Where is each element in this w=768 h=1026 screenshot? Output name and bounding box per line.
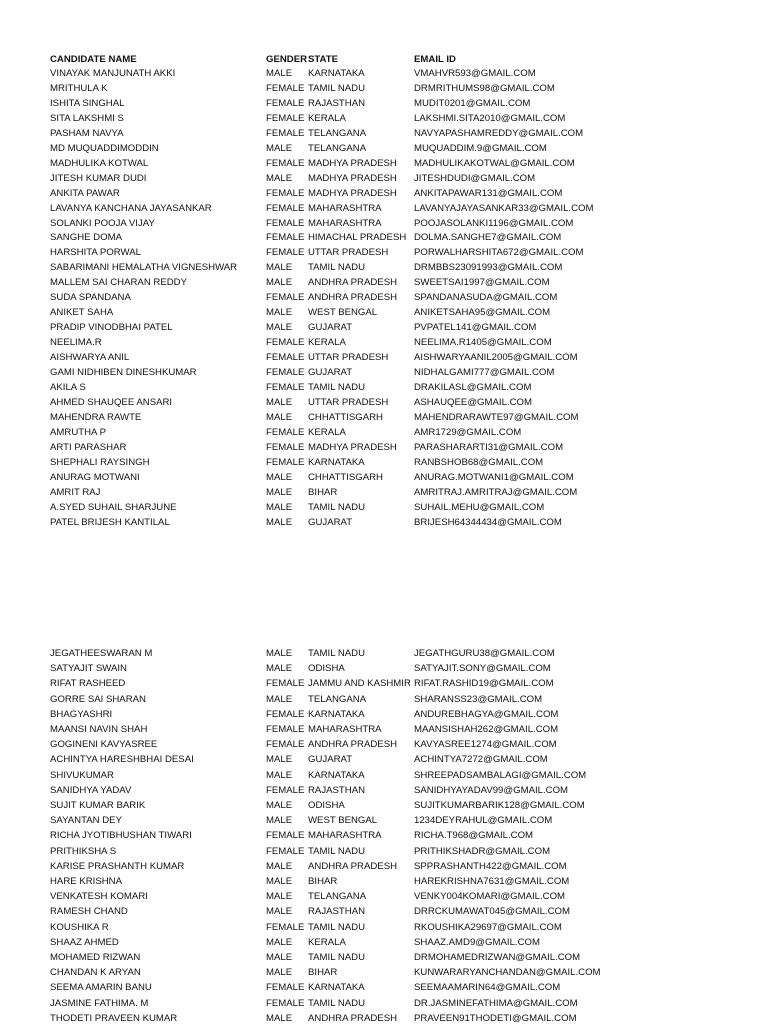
- candidate-name-cell: MADHULIKA KOTWAL: [50, 157, 149, 169]
- email-cell: MAHENDRARAWTE97@GMAIL.COM: [414, 411, 579, 423]
- email-cell: PARASHARARTI31@GMAIL.COM: [414, 441, 564, 453]
- state-cell: BIHAR: [308, 876, 338, 887]
- state-cell: RAJASTHAN: [308, 97, 366, 109]
- table-row: [0, 290, 768, 305]
- candidate-name-cell: GOGINENI KAVYASREE: [50, 739, 158, 751]
- email-cell: RANBSHOB68@GMAIL.COM: [414, 456, 544, 468]
- email-cell: MAANSISHAH262@GMAIL.COM: [414, 724, 559, 735]
- gender-cell: FEMALE: [266, 367, 305, 378]
- gender-cell: FEMALE: [266, 982, 305, 994]
- email-cell: SATYAJIT.SONY@GMAIL.COM: [414, 663, 551, 675]
- state-cell: KERALA: [308, 426, 346, 438]
- candidate-name-cell: MRITHULA K: [50, 82, 108, 94]
- candidate-name-cell: SAYANTAN DEY: [50, 815, 122, 827]
- email-cell: LAVANYAJAYASANKAR33@GMAIL.COM: [414, 202, 594, 214]
- gender-cell: MALE: [266, 906, 293, 918]
- table-row: [0, 455, 768, 470]
- table-row: [0, 425, 768, 440]
- email-cell: SUJITKUMARBARIK128@GMAIL.COM: [414, 800, 585, 811]
- gender-cell: FEMALE: [266, 997, 305, 1009]
- gender-cell: FEMALE: [266, 97, 305, 109]
- state-cell: RAJASTHAN: [308, 906, 366, 918]
- state-cell: TELANGANA: [308, 693, 367, 705]
- gender-cell: FEMALE: [266, 202, 305, 214]
- state-cell: MAHARASHTRA: [308, 724, 382, 735]
- email-cell: MUQUADDIM.9@GMAIL.COM: [414, 142, 547, 154]
- email-cell: AMRITRAJ.AMRITRAJ@GMAIL.COM: [414, 486, 578, 498]
- state-cell: TAMIL NADU: [308, 952, 366, 963]
- email-cell: RKOUSHIKA29697@GMAIL.COM: [414, 921, 562, 933]
- email-cell: KUNWARARYANCHANDAN@GMAIL.COM: [414, 967, 601, 979]
- table-row: [0, 828, 768, 843]
- candidate-name-cell: KARISE PRASHANTH KUMAR: [50, 860, 185, 872]
- email-cell: 1234DEYRAHUL@GMAIL.COM: [414, 815, 553, 827]
- email-cell: NIDHALGAMI777@GMAIL.COM: [414, 367, 555, 378]
- table-row: [0, 859, 768, 874]
- candidate-name-cell: SEEMA AMARIN BANU: [50, 982, 152, 994]
- candidate-name-cell: RAMESH CHAND: [50, 906, 128, 918]
- state-cell: ODISHA: [308, 663, 345, 675]
- gender-cell: MALE: [266, 936, 293, 948]
- state-cell: MADHYA PRADESH: [308, 441, 397, 453]
- email-cell: DR.JASMINEFATHIMA@GMAIL.COM: [414, 997, 578, 1009]
- gender-cell: MALE: [266, 769, 293, 781]
- candidate-name-cell: AMRUTHA P: [50, 426, 106, 438]
- email-cell: ACHINTYA7272@GMAIL.COM: [414, 754, 548, 766]
- state-cell: GUJARAT: [308, 754, 353, 766]
- state-cell: TAMIL NADU: [308, 648, 366, 659]
- email-cell: PRAVEEN91THODETI@GMAIL.COM: [414, 1012, 577, 1024]
- gender-cell: FEMALE: [266, 381, 305, 393]
- gender-cell: MALE: [266, 800, 293, 811]
- email-cell: PVPATEL141@GMAIL.COM: [414, 322, 537, 334]
- candidate-name-cell: VINAYAK MANJUNATH AKKI: [50, 68, 176, 79]
- candidate-name-cell: HARSHITA PORWAL: [50, 247, 141, 259]
- gender-cell: MALE: [266, 307, 293, 319]
- gender-cell: MALE: [266, 172, 293, 184]
- state-cell: MAHARASHTRA: [308, 202, 382, 214]
- table-row: [0, 783, 768, 798]
- table-row: [0, 737, 768, 752]
- table-row: [0, 996, 768, 1011]
- email-cell: DRMRITHUMS98@GMAIL.COM: [414, 82, 555, 94]
- candidate-name-cell: PATEL BRIJESH KANTILAL: [50, 516, 170, 528]
- gender-cell: FEMALE: [266, 112, 305, 124]
- table-row: [0, 111, 768, 126]
- table-row: [0, 96, 768, 111]
- candidate-name-cell: SITA LAKSHMI S: [50, 112, 124, 124]
- email-cell: DRMOHAMEDRIZWAN@GMAIL.COM: [414, 952, 581, 963]
- table-row: [0, 81, 768, 96]
- email-cell: AMR1729@GMAIL.COM: [414, 426, 522, 438]
- header-state: STATE: [308, 54, 339, 65]
- table-row: [0, 904, 768, 919]
- candidate-name-cell: A.SYED SUHAIL SHARJUNE: [50, 501, 177, 513]
- gender-cell: FEMALE: [266, 739, 305, 751]
- state-cell: TAMIL NADU: [308, 82, 366, 94]
- email-cell: VMAHVR593@GMAIL.COM: [414, 68, 536, 79]
- candidate-name-cell: RICHA JYOTIBHUSHAN TIWARI: [50, 830, 192, 842]
- state-cell: ANDHRA PRADESH: [308, 1012, 398, 1024]
- table-row: [0, 722, 768, 737]
- table-row: [0, 230, 768, 245]
- state-cell: ANDHRA PRADESH: [308, 277, 398, 289]
- state-cell: MAHARASHTRA: [308, 217, 382, 229]
- email-cell: DOLMA.SANGHE7@GMAIL.COM: [414, 232, 562, 244]
- candidate-name-cell: VENKATESH KOMARI: [50, 891, 148, 903]
- email-cell: HAREKRISHNA7631@GMAIL.COM: [414, 876, 570, 887]
- state-cell: GUJARAT: [308, 367, 353, 378]
- gender-cell: MALE: [266, 663, 293, 675]
- email-cell: DRRCKUMAWAT045@GMAIL.COM: [414, 906, 570, 918]
- table-row: [0, 156, 768, 171]
- candidate-name-cell: SANGHE DOMA: [50, 232, 122, 244]
- table-row: [0, 275, 768, 290]
- table-row: [0, 66, 768, 81]
- email-cell: SPANDANASUDA@GMAIL.COM: [414, 292, 558, 304]
- email-cell: KAVYASREE1274@GMAIL.COM: [414, 739, 557, 751]
- email-cell: ANIKETSAHA95@GMAIL.COM: [414, 307, 551, 319]
- gender-cell: MALE: [266, 68, 293, 79]
- gender-cell: MALE: [266, 501, 293, 513]
- candidate-name-cell: MOHAMED RIZWAN: [50, 952, 141, 963]
- candidate-name-cell: GORRE SAI SHARAN: [50, 693, 146, 705]
- state-cell: KARNATAKA: [308, 456, 365, 468]
- gender-cell: MALE: [266, 277, 293, 289]
- gender-cell: MALE: [266, 322, 293, 334]
- email-cell: SHAAZ.AMD9@GMAIL.COM: [414, 936, 540, 948]
- candidate-name-cell: BHAGYASHRI: [50, 708, 113, 720]
- state-cell: KERALA: [308, 337, 346, 349]
- state-cell: TAMIL NADU: [308, 501, 366, 513]
- candidate-name-cell: MD MUQUADDIMODDIN: [50, 142, 159, 154]
- candidate-name-cell: JEGATHEESWARAN M: [50, 648, 153, 659]
- email-cell: ANKITAPAWAR131@GMAIL.COM: [414, 187, 563, 199]
- candidate-name-cell: SUDA SPANDANA: [50, 292, 131, 304]
- state-cell: CHHATTISGARH: [308, 471, 383, 483]
- table-row: [0, 752, 768, 767]
- email-cell: POOJASOLANKI1196@GMAIL.COM: [414, 217, 574, 229]
- candidate-name-cell: SATYAJIT SWAIN: [50, 663, 127, 675]
- candidate-name-cell: AHMED SHAUQEE ANSARI: [50, 396, 173, 408]
- email-cell: SHREEPADSAMBALAGI@GMAIL.COM: [414, 769, 587, 781]
- state-cell: TAMIL NADU: [308, 921, 366, 933]
- table-row: [0, 245, 768, 260]
- gender-cell: MALE: [266, 876, 293, 887]
- gender-cell: MALE: [266, 860, 293, 872]
- candidate-name-cell: PASHAM NAVYA: [50, 127, 124, 139]
- candidate-name-cell: ANURAG MOTWANI: [50, 471, 140, 483]
- table-row: [0, 365, 768, 380]
- state-cell: UTTAR PRADESH: [308, 352, 389, 364]
- email-cell: SANIDHYAYADAV99@GMAIL.COM: [414, 784, 569, 796]
- state-cell: MADHYA PRADESH: [308, 157, 397, 169]
- candidate-name-cell: JITESH KUMAR DUDI: [50, 172, 147, 184]
- email-cell: SHARANSS23@GMAIL.COM: [414, 693, 543, 705]
- email-cell: LAKSHMI.SITA2010@GMAIL.COM: [414, 112, 566, 124]
- gender-cell: MALE: [266, 262, 293, 274]
- candidate-name-cell: HARE KRISHNA: [50, 876, 122, 887]
- candidate-name-cell: GAMI NIDHIBEN DINESHKUMAR: [50, 367, 197, 378]
- gender-cell: FEMALE: [266, 724, 305, 735]
- candidate-name-cell: SUJIT KUMAR BARIK: [50, 800, 146, 811]
- table-row: [0, 410, 768, 425]
- state-cell: MADHYA PRADESH: [308, 187, 397, 199]
- candidate-name-cell: SHEPHALI RAYSINGH: [50, 456, 150, 468]
- state-cell: MAHARASHTRA: [308, 830, 382, 842]
- table-row: [0, 440, 768, 455]
- email-cell: MUDIT0201@GMAIL.COM: [414, 97, 531, 109]
- state-cell: ANDHRA PRADESH: [308, 292, 398, 304]
- state-cell: TAMIL NADU: [308, 262, 366, 274]
- table-row: [0, 692, 768, 707]
- state-cell: HIMACHAL PRADESH: [308, 232, 407, 244]
- state-cell: TELANGANA: [308, 891, 367, 903]
- table-row: [0, 320, 768, 335]
- state-cell: JAMMU AND KASHMIR: [308, 678, 411, 690]
- gender-cell: FEMALE: [266, 187, 305, 199]
- state-cell: UTTAR PRADESH: [308, 396, 389, 408]
- state-cell: TELANGANA: [308, 142, 367, 154]
- candidate-name-cell: SABARIMANI HEMALATHA VIGNESHWAR: [50, 262, 238, 274]
- state-cell: TAMIL NADU: [308, 997, 366, 1009]
- table-row: [0, 874, 768, 889]
- gender-cell: FEMALE: [266, 678, 305, 690]
- email-cell: JEGATHGURU38@GMAIL.COM: [414, 648, 555, 659]
- table-row: [0, 768, 768, 783]
- state-cell: GUJARAT: [308, 322, 353, 334]
- candidate-name-cell: SOLANKI POOJA VIJAY: [50, 217, 155, 229]
- candidate-name-cell: SANIDHYA YADAV: [50, 784, 132, 796]
- gender-cell: FEMALE: [266, 232, 305, 244]
- candidate-name-cell: SHIVUKUMAR: [50, 769, 114, 781]
- table-row: [0, 395, 768, 410]
- email-cell: DRAKILASL@GMAIL.COM: [414, 381, 532, 393]
- gender-cell: MALE: [266, 952, 293, 963]
- state-cell: ANDHRA PRADESH: [308, 739, 398, 751]
- candidate-name-cell: AMRIT RAJ: [50, 486, 101, 498]
- table-row: [0, 950, 768, 965]
- state-cell: BIHAR: [308, 486, 338, 498]
- email-cell: NAVYAPASHAMREDDY@GMAIL.COM: [414, 127, 584, 139]
- table-row: [0, 500, 768, 515]
- gender-cell: FEMALE: [266, 456, 305, 468]
- table-row: [0, 216, 768, 231]
- state-cell: GUJARAT: [308, 516, 353, 528]
- email-cell: DRMBBS23091993@GMAIL.COM: [414, 262, 563, 274]
- table-row: [0, 380, 768, 395]
- table-row: [0, 515, 768, 530]
- table-row: [0, 798, 768, 813]
- state-cell: TELANGANA: [308, 127, 367, 139]
- email-cell: VENKY004KOMARI@GMAIL.COM: [414, 891, 566, 903]
- email-cell: BRIJESH64344434@GMAIL.COM: [414, 516, 562, 528]
- candidate-name-cell: ISHITA SINGHAL: [50, 97, 125, 109]
- candidate-name-cell: AKILA S: [50, 381, 86, 393]
- header-candidate-name: CANDIDATE NAME: [50, 54, 137, 65]
- table-row: [0, 305, 768, 320]
- gender-cell: FEMALE: [266, 292, 305, 304]
- state-cell: UTTAR PRADESH: [308, 247, 389, 259]
- state-cell: KERALA: [308, 112, 346, 124]
- candidate-name-cell: SHAAZ AHMED: [50, 936, 119, 948]
- gender-cell: FEMALE: [266, 247, 305, 259]
- state-cell: MADHYA PRADESH: [308, 172, 397, 184]
- gender-cell: MALE: [266, 471, 293, 483]
- table-row: [0, 965, 768, 980]
- candidate-name-cell: AISHWARYA ANIL: [50, 352, 130, 364]
- gender-cell: FEMALE: [266, 784, 305, 796]
- state-cell: RAJASTHAN: [308, 784, 366, 796]
- gender-cell: FEMALE: [266, 845, 305, 857]
- email-cell: AISHWARYAANIL2005@GMAIL.COM: [414, 352, 578, 364]
- email-cell: SUHAIL.MEHU@GMAIL.COM: [414, 501, 545, 513]
- candidate-name-cell: CHANDAN K ARYAN: [50, 967, 141, 979]
- table-row: [0, 126, 768, 141]
- gender-cell: MALE: [266, 516, 293, 528]
- candidate-name-cell: KOUSHIKA R: [50, 921, 109, 933]
- gender-cell: FEMALE: [266, 352, 305, 364]
- table-row: [0, 485, 768, 500]
- table-row: [0, 980, 768, 995]
- state-cell: TAMIL NADU: [308, 381, 366, 393]
- state-cell: KARNATAKA: [308, 769, 365, 781]
- table-row: [0, 201, 768, 216]
- table-row: [0, 171, 768, 186]
- gender-cell: FEMALE: [266, 337, 305, 349]
- candidate-name-cell: ANKITA PAWAR: [50, 187, 120, 199]
- candidate-name-cell: MAANSI NAVIN SHAH: [50, 724, 148, 735]
- gender-cell: FEMALE: [266, 708, 305, 720]
- state-cell: KARNATAKA: [308, 982, 365, 994]
- gender-cell: FEMALE: [266, 82, 305, 94]
- table-row: [0, 186, 768, 201]
- state-cell: WEST BENGAL: [308, 815, 378, 827]
- state-cell: TAMIL NADU: [308, 845, 366, 857]
- gender-cell: MALE: [266, 967, 293, 979]
- table-row: [0, 470, 768, 485]
- email-cell: ANURAG.MOTWANI1@GMAIL.COM: [414, 471, 574, 483]
- candidate-name-cell: ANIKET SAHA: [50, 307, 114, 319]
- email-cell: PRITHIKSHADR@GMAIL.COM: [414, 845, 551, 857]
- email-cell: ANDUREBHAGYA@GMAIL.COM: [414, 708, 559, 720]
- gender-cell: MALE: [266, 142, 293, 154]
- table-row: [0, 844, 768, 859]
- gender-cell: FEMALE: [266, 217, 305, 229]
- email-cell: SWEETSAI1997@GMAIL.COM: [414, 277, 550, 289]
- email-cell: NEELIMA.R1405@GMAIL.COM: [414, 337, 552, 349]
- table-row: [0, 141, 768, 156]
- email-cell: SPPRASHANTH422@GMAIL.COM: [414, 860, 567, 872]
- header-row: [0, 52, 768, 67]
- state-cell: ANDHRA PRADESH: [308, 860, 398, 872]
- gender-cell: FEMALE: [266, 921, 305, 933]
- table-row: [0, 676, 768, 691]
- table-row: [0, 813, 768, 828]
- table-row: [0, 350, 768, 365]
- gender-cell: MALE: [266, 1012, 293, 1024]
- table-row: [0, 935, 768, 950]
- candidate-name-cell: PRADIP VINODBHAI PATEL: [50, 322, 173, 334]
- gender-cell: FEMALE: [266, 127, 305, 139]
- email-cell: RICHA.T968@GMAIL.COM: [414, 830, 534, 842]
- email-cell: JITESHDUDI@GMAIL.COM: [414, 172, 536, 184]
- candidate-name-cell: THODETI PRAVEEN KUMAR: [50, 1012, 178, 1024]
- table-row: [0, 889, 768, 904]
- candidate-name-cell: LAVANYA KANCHANA JAYASANKAR: [50, 202, 212, 214]
- state-cell: KERALA: [308, 936, 346, 948]
- candidate-name-cell: JASMINE FATHIMA. M: [50, 997, 149, 1009]
- candidate-name-cell: RIFAT RASHEED: [50, 678, 126, 690]
- state-cell: WEST BENGAL: [308, 307, 378, 319]
- gender-cell: MALE: [266, 891, 293, 903]
- gender-cell: FEMALE: [266, 441, 305, 453]
- email-cell: SEEMAAMARIN64@GMAIL.COM: [414, 982, 561, 994]
- candidate-name-cell: NEELIMA.R: [50, 337, 102, 349]
- gender-cell: FEMALE: [266, 830, 305, 842]
- table-row: [0, 260, 768, 275]
- email-cell: RIFAT.RASHID19@GMAIL.COM: [414, 678, 554, 690]
- state-cell: BIHAR: [308, 967, 338, 979]
- candidate-name-cell: ACHINTYA HARESHBHAI DESAI: [50, 754, 194, 766]
- email-cell: ASHAUQEE@GMAIL.COM: [414, 396, 532, 408]
- state-cell: ODISHA: [308, 800, 345, 811]
- table-row: [0, 661, 768, 676]
- header-gender: GENDER: [266, 54, 308, 65]
- state-cell: CHHATTISGARH: [308, 411, 383, 423]
- candidate-name-cell: PRITHIKSHA S: [50, 845, 117, 857]
- table-row: [0, 646, 768, 661]
- gender-cell: MALE: [266, 693, 293, 705]
- gender-cell: MALE: [266, 411, 293, 423]
- table-row: [0, 335, 768, 350]
- email-cell: PORWALHARSHITA672@GMAIL.COM: [414, 247, 584, 259]
- gender-cell: FEMALE: [266, 426, 305, 438]
- header-email: EMAIL ID: [414, 54, 456, 65]
- candidate-name-cell: MAHENDRA RAWTE: [50, 411, 142, 423]
- gender-cell: MALE: [266, 648, 293, 659]
- gender-cell: MALE: [266, 815, 293, 827]
- candidate-name-cell: ARTI PARASHAR: [50, 441, 127, 453]
- gender-cell: MALE: [266, 754, 293, 766]
- candidate-name-cell: MALLEM SAI CHARAN REDDY: [50, 277, 188, 289]
- table-row: [0, 707, 768, 722]
- state-cell: KARNATAKA: [308, 708, 365, 720]
- gender-cell: FEMALE: [266, 157, 305, 169]
- gender-cell: MALE: [266, 486, 293, 498]
- table-row: [0, 920, 768, 935]
- email-cell: MADHULIKAKOTWAL@GMAIL.COM: [414, 157, 575, 169]
- state-cell: KARNATAKA: [308, 68, 365, 79]
- gender-cell: MALE: [266, 396, 293, 408]
